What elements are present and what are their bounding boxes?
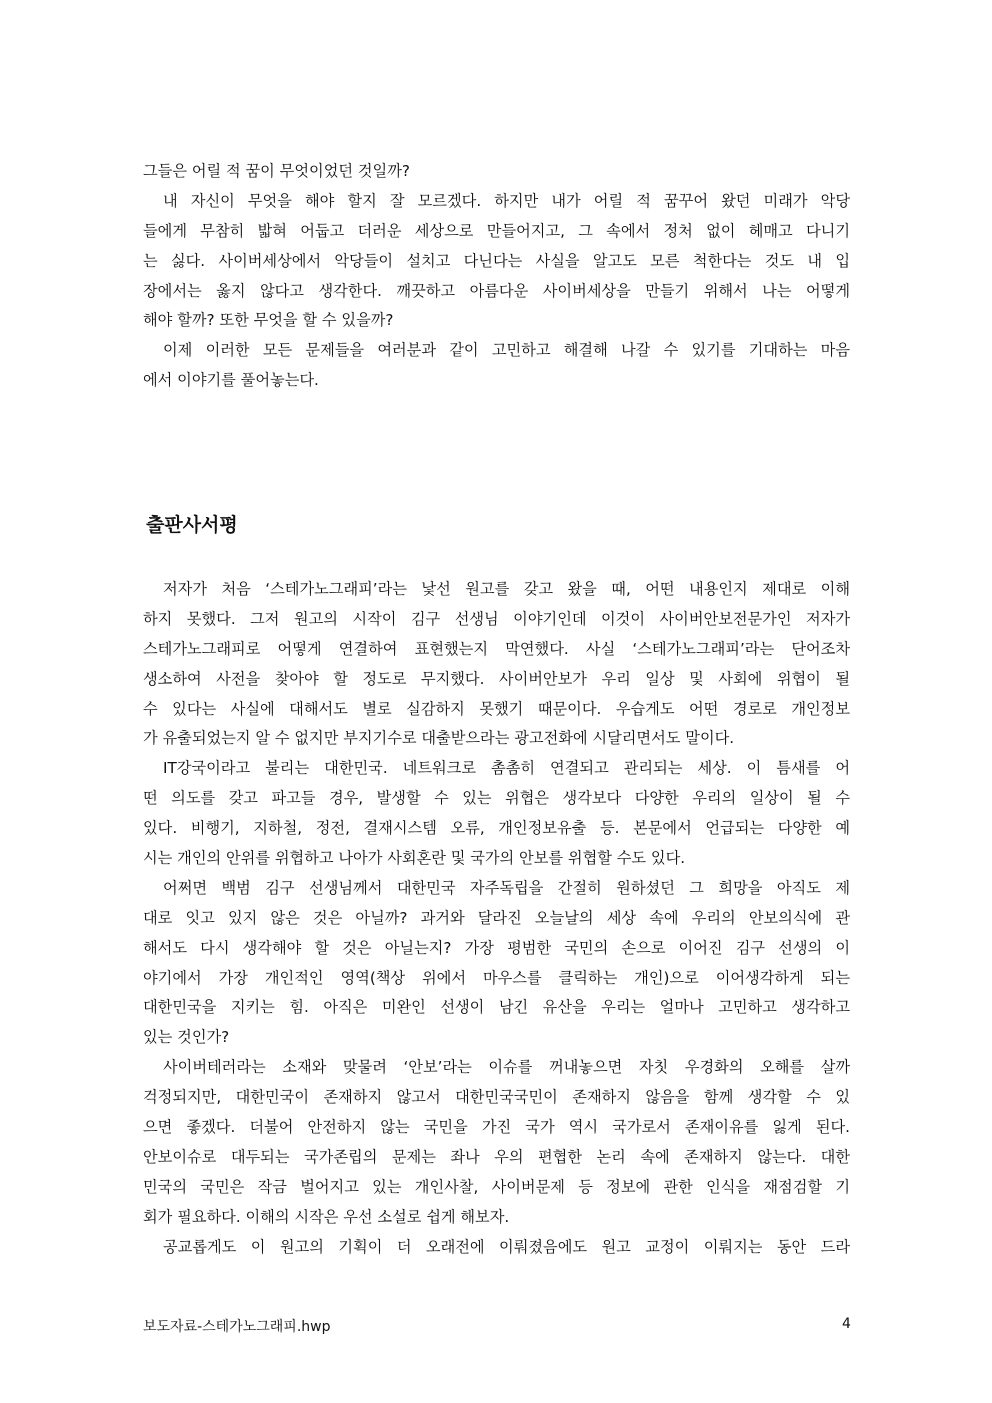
- paragraph: [143, 157, 850, 187]
- paragraph: [143, 754, 850, 874]
- paragraph: [143, 187, 850, 336]
- text-line: 는 싫다. 사이버세상에서 악당들이 설치고 다닌다는 사실을 알고도 모른 척한다는 것도 내 입: [143, 251, 850, 270]
- text-line: 대로 잇고 있지 않은 것은 아닐까? 과거와 달라진 오늘날의 세상 속에 우리의 안보의식에 관: [143, 908, 850, 927]
- text-line: 야기에서 가장 개인적인 영역(책상 위에서 마우스를 클릭하는 개인)으로 이어생각하게 되는: [143, 968, 850, 987]
- text-line: 어쩌면 백범 김구 선생님께서 대한민국 자주독립을 간절히 원하셨던 그 희망을 아직도 제: [163, 878, 850, 897]
- paragraph: [143, 1233, 850, 1263]
- paragraph: [143, 336, 850, 396]
- paragraph: [143, 1053, 850, 1232]
- text-line: 해야 할까? 또한 무엇을 할 수 있을까?: [143, 311, 394, 330]
- footer-page-number: 4: [842, 1316, 851, 1332]
- intro-text: [143, 157, 850, 396]
- paragraph: [143, 874, 850, 1053]
- text-line: 있다. 비행기, 지하철, 정전, 결재시스템 오류, 개인정보유출 등. 본문에서 언급되는 다양한 예: [143, 819, 850, 838]
- text-line: 그들은 어릴 적 꿈이 무엇이었던 것일까?: [143, 162, 410, 180]
- text-line: 이제 이러한 모든 문제들을 여러분과 같이 고민하고 해결해 나갈 수 있기를 기대하는 마음: [163, 341, 850, 360]
- footer-filename: 보도자료-스테가노그래피.hwp: [143, 1319, 331, 1335]
- text-line: 들에게 무참히 밟혀 어둡고 더러운 세상으로 만들어지고, 그 속에서 정처 없이 헤매고 다니기: [143, 221, 850, 240]
- text-line: 대한민국을 지키는 힘. 아직은 미완인 선생이 남긴 유산을 우리는 얼마나 고민하고 생각하고: [143, 998, 850, 1017]
- paragraph: [143, 575, 850, 754]
- publisher-review-text: [143, 575, 850, 1262]
- text-line: 공교롭게도 이 원고의 기획이 더 오래전에 이뤄졌음에도 원고 교정이 이뤄지는 동안 드라: [163, 1237, 850, 1256]
- text-line: 스테가노그래피로 어떻게 연결하여 표현했는지 막연했다. 사실 ‘스테가노그래피’라는 단어조차: [143, 639, 850, 658]
- text-line: 수 있다는 사실에 대해서도 별로 실감하지 못했기 때문이다. 우습게도 어떤 경로로 개인정보: [143, 699, 850, 718]
- text-line: IT강국이라고 불리는 대한민국. 네트워크로 촘촘히 연결되고 관리되는 세상. 이 틈새를 어: [163, 759, 850, 778]
- text-line: 저자가 처음 ‘스테가노그래피’라는 낯선 원고를 갖고 왔을 때, 어떤 내용인지 제대로 이해: [163, 580, 850, 598]
- text-line: 걱정되지만, 대한민국이 존재하지 않고서 대한민국국민이 존재하지 않음을 함께 생각할 수 있: [143, 1088, 850, 1107]
- text-line: 해서도 다시 생각해야 할 것은 아닐는지? 가장 평범한 국민의 손으로 이어진 김구 선생의 이: [143, 938, 850, 957]
- text-line: 장에서는 옳지 않다고 생각한다. 깨끗하고 아름다운 사이버세상을 만들기 위해서 나는 어떻게: [143, 281, 850, 300]
- text-line: 떤 의도를 갖고 파고들 경우, 발생할 수 있는 위협은 생각보다 다양한 우리의 일상이 될 수: [143, 789, 850, 808]
- text-line: 민국의 국민은 작금 벌어지고 있는 개인사찰, 사이버문제 등 정보에 관한 인식을 재점검할 기: [143, 1177, 850, 1196]
- section-heading: 출판사서평: [146, 514, 238, 536]
- text-line: 사이버테러라는 소재와 맞물려 ‘안보’라는 이슈를 꺼내놓으면 자칫 우경화의 오해를 살까: [163, 1058, 850, 1077]
- text-line: 에서 이야기를 풀어놓는다.: [143, 371, 319, 390]
- text-line: 생소하여 사전을 찾아야 할 정도로 무지했다. 사이버안보가 우리 일상 및 사회에 위협이 될: [143, 669, 850, 688]
- text-line: 가 유출되었는지 알 수 없지만 부지기수로 대출받으라는 광고전화에 시달리면서도 말이다.: [143, 729, 735, 748]
- text-line: 시는 개인의 안위를 위협하고 나아가 사회혼란 및 국가의 안보를 위협할 수도 있다.: [143, 849, 686, 868]
- text-line: 하지 못했다. 그저 원고의 시작이 김구 선생님 이야기인데 이것이 사이버안보전문가인 저자가: [143, 609, 850, 628]
- text-line: 으면 좋겠다. 더불어 안전하지 않는 국민을 가진 국가 역시 국가로서 존재이유를 잃게 된다.: [143, 1118, 850, 1137]
- text-line: 있는 것인가?: [143, 1028, 230, 1047]
- text-line: 안보이슈로 대두되는 국가존립의 문제는 좌나 우의 편협한 논리 속에 존재하지 않는다. 대한: [143, 1147, 850, 1166]
- text-line: 내 자신이 무엇을 해야 할지 잘 모르겠다. 하지만 내가 어릴 적 꿈꾸어 왔던 미래가 악당: [163, 191, 850, 210]
- text-line: 회가 필요하다. 이해의 시작은 우선 소설로 쉽게 해보자.: [143, 1207, 510, 1226]
